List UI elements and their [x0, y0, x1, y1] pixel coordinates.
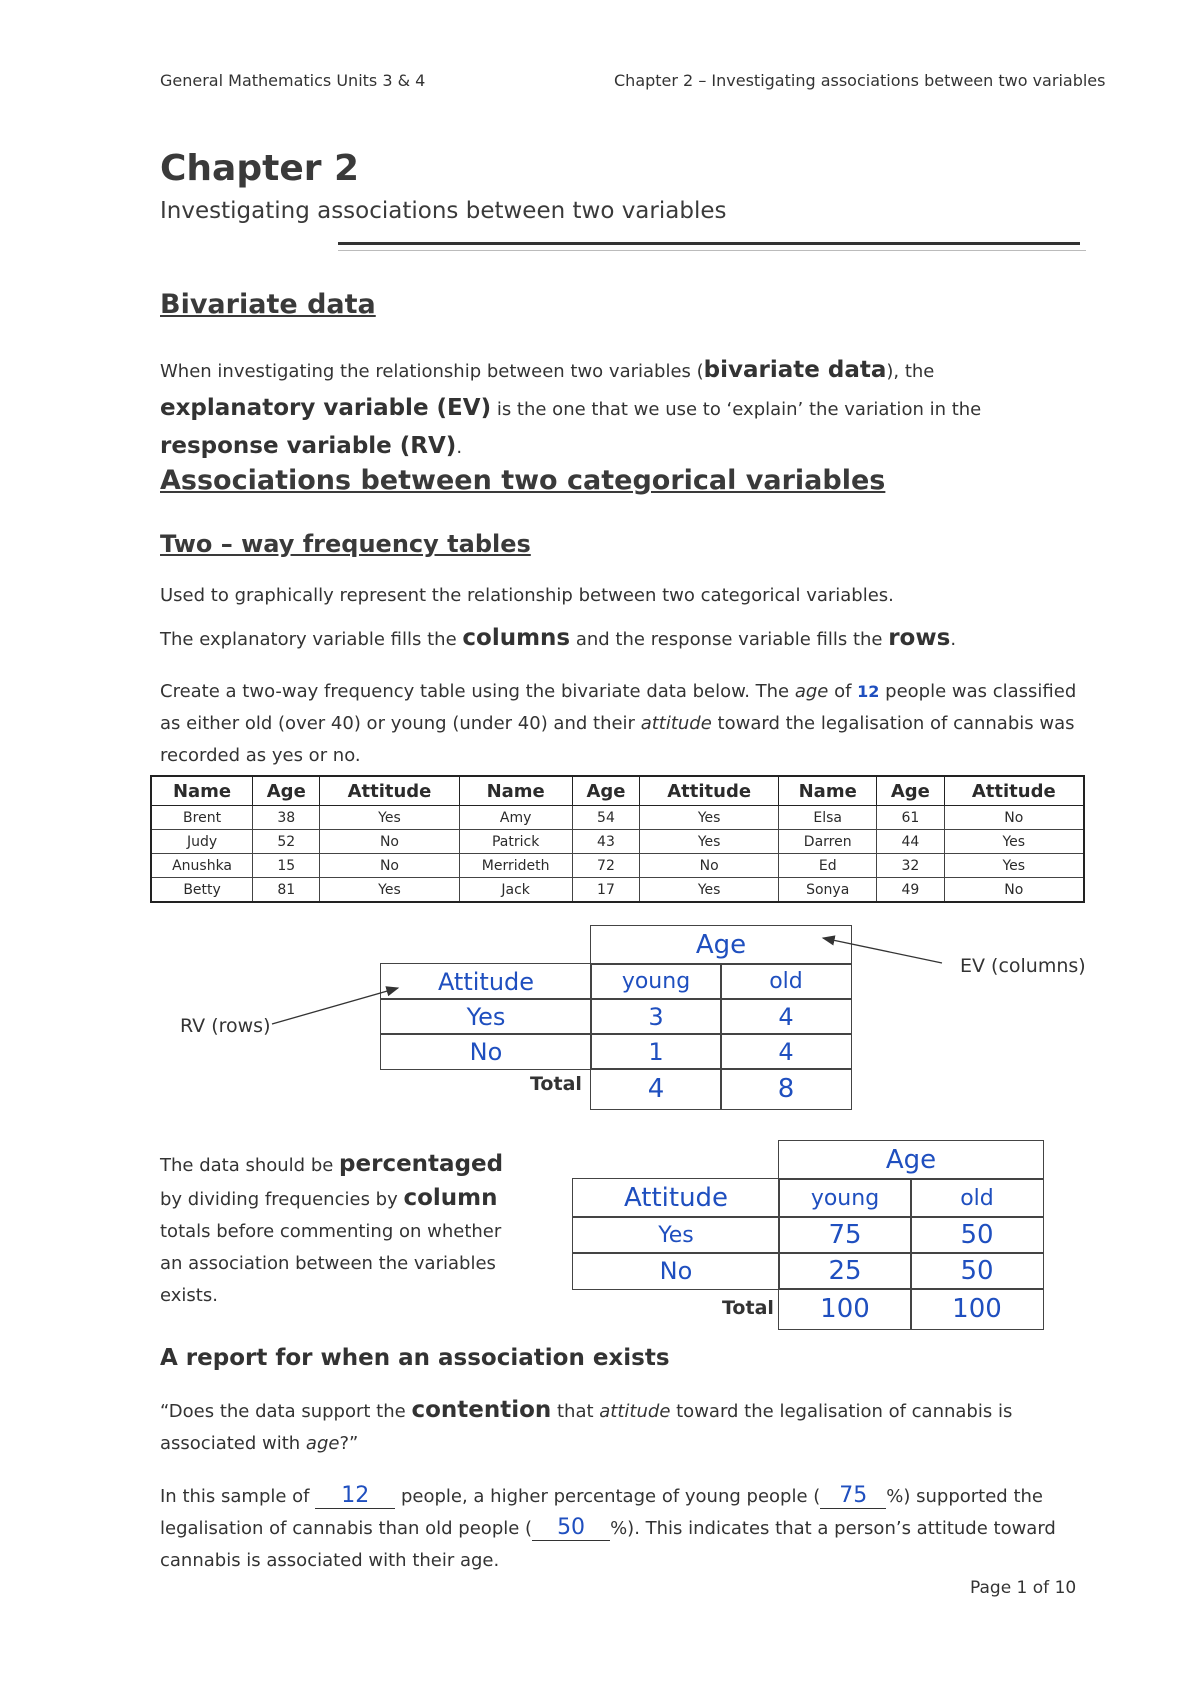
freq-cell: 1: [590, 1033, 722, 1070]
table-cell: Darren: [779, 830, 877, 854]
table-cell: 72: [572, 854, 639, 878]
table-cell: Anushka: [151, 854, 253, 878]
associations-heading: Associations between two categorical variables: [160, 465, 886, 496]
freq-row-var: Attitude: [380, 963, 592, 1000]
table-cell: 43: [572, 830, 639, 854]
table-cell: Jack: [459, 878, 572, 903]
table-cell: Brent: [151, 806, 253, 830]
table-cell: 54: [572, 806, 639, 830]
pct-row-var: Attitude: [572, 1178, 780, 1218]
two-way-line1: Used to graphically represent the relationship between two categorical variables.: [160, 585, 894, 606]
rv-label: RV (rows): [180, 1015, 271, 1037]
col-header: Age: [572, 776, 639, 806]
col-header: Age: [253, 776, 320, 806]
col-header: Attitude: [320, 776, 459, 806]
table-cell: Betty: [151, 878, 253, 903]
freq-cell: 4: [720, 1033, 852, 1070]
pct-cell: 50: [910, 1252, 1044, 1290]
handwritten-young-pct: 75: [820, 1484, 886, 1509]
table-cell: Yes: [640, 806, 779, 830]
pct-cell: 25: [778, 1252, 912, 1290]
table-cell: Amy: [459, 806, 572, 830]
table-cell: No: [640, 854, 779, 878]
freq-col-old: old: [720, 963, 852, 1000]
col-header: Name: [151, 776, 253, 806]
freq-row-no: No: [380, 1033, 592, 1070]
freq-cell: 3: [590, 998, 722, 1035]
table-cell: 38: [253, 806, 320, 830]
col-header: Age: [877, 776, 944, 806]
pct-total: 100: [778, 1288, 912, 1330]
pct-row-no: No: [572, 1252, 780, 1290]
report-answer: In this sample of 12 people, a higher percentage of young people ( 75 %) supported the legalisation of cannabis than old people ( 50 %). This indicates that a person’s attitude toward cannabis is associated with their age.: [160, 1483, 1056, 1571]
header-left: General Mathematics Units 3 & 4: [160, 71, 426, 90]
table-cell: Ed: [779, 854, 877, 878]
page-number: Page 1 of 10: [970, 1578, 1077, 1598]
col-header: Name: [459, 776, 572, 806]
freq-total: 4: [590, 1068, 722, 1110]
table-cell: Yes: [320, 878, 459, 903]
table-cell: Yes: [320, 806, 459, 830]
table-cell: Yes: [944, 854, 1084, 878]
table-cell: Elsa: [779, 806, 877, 830]
pct-total-label: Total: [722, 1297, 774, 1319]
report-question: “Does the data support the contention that attitude toward the legalisation of cannabis is associated with age?”: [160, 1397, 1013, 1454]
pct-total: 100: [910, 1288, 1044, 1330]
table-cell: 15: [253, 854, 320, 878]
table-cell: 52: [253, 830, 320, 854]
handwritten-old-pct: 50: [532, 1516, 610, 1541]
two-way-line2: The explanatory variable fills the columns and the response variable fills the rows.: [160, 625, 957, 651]
freq-col-young: young: [590, 963, 722, 1000]
col-header: Attitude: [640, 776, 779, 806]
freq-row-yes: Yes: [380, 998, 592, 1035]
freq-col-var: Age: [590, 925, 852, 965]
header-right: Chapter 2 – Investigating associations between two variables: [614, 71, 1106, 90]
table-cell: No: [944, 806, 1084, 830]
table-cell: Patrick: [459, 830, 572, 854]
two-way-heading: Two – way frequency tables: [160, 530, 531, 558]
table-cell: 17: [572, 878, 639, 903]
bivariate-paragraph: When investigating the relationship between two variables (bivariate data), the explanatory variable (EV) is the one that we use to ‘explain’ the variation in the response variable (RV).: [160, 357, 982, 459]
freq-cell: 4: [720, 998, 852, 1035]
col-header: Name: [779, 776, 877, 806]
table-cell: No: [320, 830, 459, 854]
ev-arrow: [823, 938, 942, 963]
col-header: Attitude: [944, 776, 1084, 806]
table-cell: 49: [877, 878, 944, 903]
table-cell: Merrideth: [459, 854, 572, 878]
table-cell: 44: [877, 830, 944, 854]
table-cell: Yes: [640, 878, 779, 903]
rv-arrow: [272, 988, 398, 1024]
freq-total: 8: [720, 1068, 852, 1110]
pct-col-young: young: [778, 1178, 912, 1218]
pct-col-old: old: [910, 1178, 1044, 1218]
table-cell: Sonya: [779, 878, 877, 903]
table-cell: No: [944, 878, 1084, 903]
pct-row-yes: Yes: [572, 1216, 780, 1254]
handwritten-count: 12: [857, 682, 880, 701]
pct-cell: 50: [910, 1216, 1044, 1254]
task-paragraph: Create a two-way frequency table using the bivariate data below. The age of 12 people was classified as either old (over 40) or young (under 40) and their attitude toward the legalisation of cannabis was recorded as yes or no.: [160, 681, 1077, 766]
table-cell: 61: [877, 806, 944, 830]
table-cell: Yes: [640, 830, 779, 854]
table-cell: Judy: [151, 830, 253, 854]
percentaged-text: The data should be percentaged by dividing frequencies by column totals before commenting on whether an association between the variables exists.: [160, 1151, 504, 1306]
table-cell: No: [320, 854, 459, 878]
ev-label: EV (columns): [960, 955, 1086, 977]
handwritten-sample-size: 12: [315, 1484, 395, 1509]
table-cell: 32: [877, 854, 944, 878]
table-cell: 81: [253, 878, 320, 903]
chapter-subtitle: Investigating associations between two variables: [160, 198, 727, 224]
pct-col-var: Age: [778, 1140, 1044, 1180]
chapter-title: Chapter 2: [160, 148, 360, 189]
table-cell: Yes: [944, 830, 1084, 854]
freq-total-label: Total: [530, 1073, 582, 1095]
report-heading: A report for when an association exists: [160, 1345, 670, 1371]
bivariate-heading: Bivariate data: [160, 289, 376, 320]
pct-cell: 75: [778, 1216, 912, 1254]
